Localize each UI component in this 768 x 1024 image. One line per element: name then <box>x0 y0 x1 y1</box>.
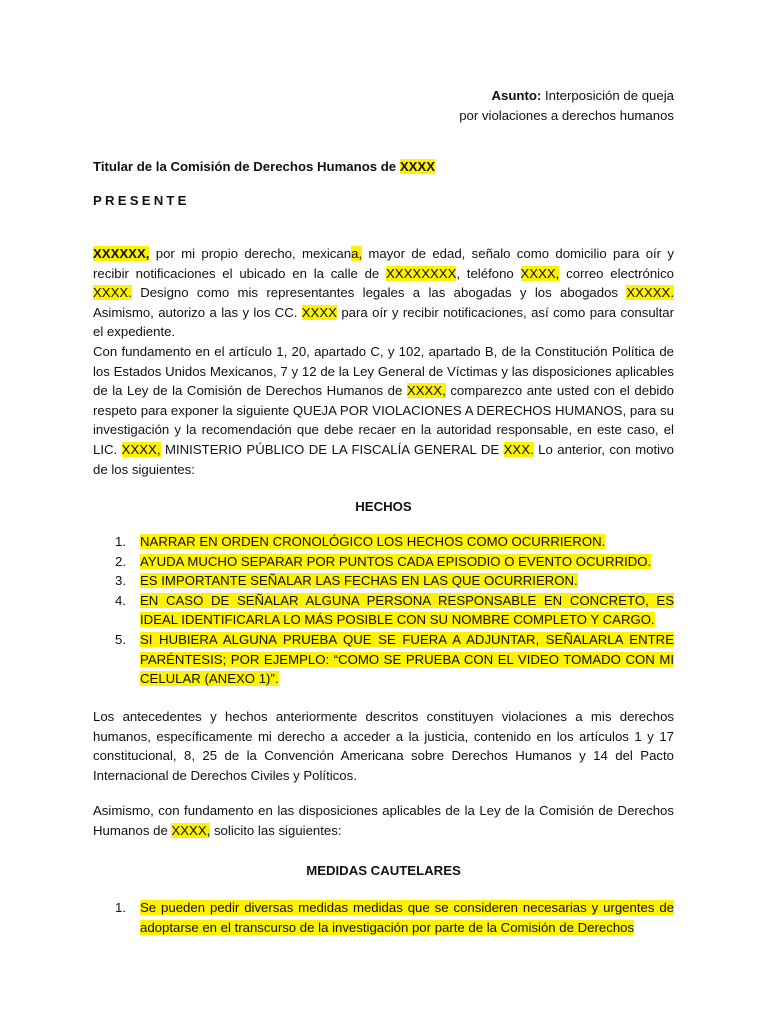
gender-placeholder: a, <box>351 246 363 261</box>
subject-text-1: Interposición de queja <box>544 88 674 103</box>
hechos-heading: HECHOS <box>355 499 412 514</box>
state-placeholder: XXXX, <box>406 383 446 399</box>
name-placeholder: XXXXXX, <box>93 246 150 261</box>
request-text-1: Asimismo, con fundamento en las disposiciones aplicables de la Ley de la Comisión de Derechos Humanos de <box>93 803 674 838</box>
list-number: 1. <box>115 534 126 549</box>
list-number: 1. <box>115 900 126 915</box>
list-number: 4. <box>115 592 126 608</box>
basis-text-1: Con fundamento en el artículo 1, 20, apartado C, y 102, apartado B, de la Constitución Política de los Estados Unidos Mexicanos, 7 y 12 de la Ley General de Víctimas y las disposiciones aplicables de la Ley de la Comisión de Derechos Humanos de <box>93 344 674 399</box>
subject-block <box>459 86 674 125</box>
list-text: NARRAR EN ORDEN CRONOLÓGICO LOS HECHOS COMO OCURRIERON. <box>140 534 606 549</box>
request-text-2: solicito las siguientes: <box>210 822 342 838</box>
list-item <box>93 571 674 591</box>
request-paragraph <box>93 801 674 840</box>
medidas-heading: MEDIDAS CAUTELARES <box>306 863 461 878</box>
basis-text-4: Lo anterior, con motivo de los siguientes: <box>93 441 675 477</box>
list-number: 2. <box>115 553 126 569</box>
list-number: 5. <box>115 631 126 647</box>
presente-heading: PRESENTE <box>93 193 190 208</box>
list-item <box>93 630 674 689</box>
legal-basis-paragraph <box>93 342 674 479</box>
intro-paragraph <box>93 244 674 342</box>
medidas-list <box>93 898 674 937</box>
list-item <box>93 552 674 572</box>
basis-text-3: MINISTERIO PÚBLICO DE LA FISCALÍA GENERAL DE <box>160 441 504 457</box>
intro-text-2: mayor de edad, señalo como domicilio para oír y recibir notificaciones el ubicado en la calle de <box>93 246 674 281</box>
phone-placeholder: XXXX, <box>520 265 560 281</box>
basis-text-2: comparezco ante usted con el debido respeto para exponer la siguiente QUEJA POR VIOLACIONES A DERECHOS HUMANOS, para su investigación y la recomendación que debe recaer en la autoridad responsable, en este caso, el LIC. <box>93 383 675 457</box>
hechos-list <box>93 532 674 689</box>
list-item <box>93 532 674 552</box>
street-placeholder: XXXXXXXX <box>386 265 457 281</box>
list-text: EN CASO DE SEÑALAR ALGUNA PERSONA RESPONSABLE EN CONCRETO, ES IDEAL IDENTIFICARLA LO MÁS POSIBLE CON SU NOMBRE COMPLETO Y CARGO. <box>140 592 674 628</box>
official-placeholder: XXXX, <box>121 441 161 457</box>
intro-text-6: Asimismo, autorizo a las y los CC. <box>93 304 302 320</box>
intro-text-4: correo electrónico <box>559 265 675 281</box>
email-placeholder: XXXX. <box>93 285 132 301</box>
subject-line-1 <box>459 86 674 106</box>
intro-text-5: Designo como mis representantes legales a las abogadas y los abogados <box>131 285 627 301</box>
list-text: SI HUBIERA ALGUNA PRUEBA QUE SE FUERA A ADJUNTAR, SEÑALARLA ENTRE PARÉNTESIS; POR EJEMPLO: “COMO SE PRUEBA CON EL VIDEO TOMADO CON MI CELULAR (ANEXO 1)”. <box>140 631 674 687</box>
list-item <box>93 591 674 630</box>
state-placeholder-2: XXXX, <box>171 822 211 838</box>
intro-text-7: para oír y recibir notificaciones, así como para consultar el expediente. <box>93 304 674 340</box>
prosecutor-placeholder: XXX. <box>503 441 534 457</box>
authorized-placeholder: XXXX <box>301 304 337 320</box>
list-number: 3. <box>115 573 126 589</box>
violations-paragraph: Los antecedentes y hechos anteriormente descritos constituyen violaciones a mis derechos humanos, específicamente mi derecho a acceder a la justicia, contenido en los artículos 1 y 17 constitucional, 8, 25 de la Convención Americana sobre Derechos Humanos y 14 del Pacto Internacional de Derechos Civiles y Políticos. <box>93 709 674 783</box>
subject-line-2: por violaciones a derechos humanos <box>459 107 674 123</box>
list-text: ES IMPORTANTE SEÑALAR LAS FECHAS EN LAS QUE OCURRIERON. <box>140 573 578 589</box>
addressee-line <box>93 157 435 176</box>
list-item <box>93 898 674 937</box>
list-text: AYUDA MUCHO SEPARAR POR PUNTOS CADA EPISODIO O EVENTO OCURRIDO. <box>140 553 652 569</box>
subject-label: Asunto: <box>491 88 542 103</box>
lawyers-placeholder: XXXXX. <box>626 285 674 301</box>
intro-text-1: por mi propio derecho, mexican <box>149 246 352 261</box>
intro-text-3: , teléfono <box>456 265 521 281</box>
addressee-text: Titular de la Comisión de Derechos Humanos de <box>93 159 400 174</box>
addressee-placeholder: XXXX <box>399 159 435 174</box>
list-text: Se pueden pedir diversas medidas medidas que se consideren necesarias y urgentes de adoptarse en el transcurso de la investigación por parte de la Comisión de Derechos <box>140 900 674 935</box>
